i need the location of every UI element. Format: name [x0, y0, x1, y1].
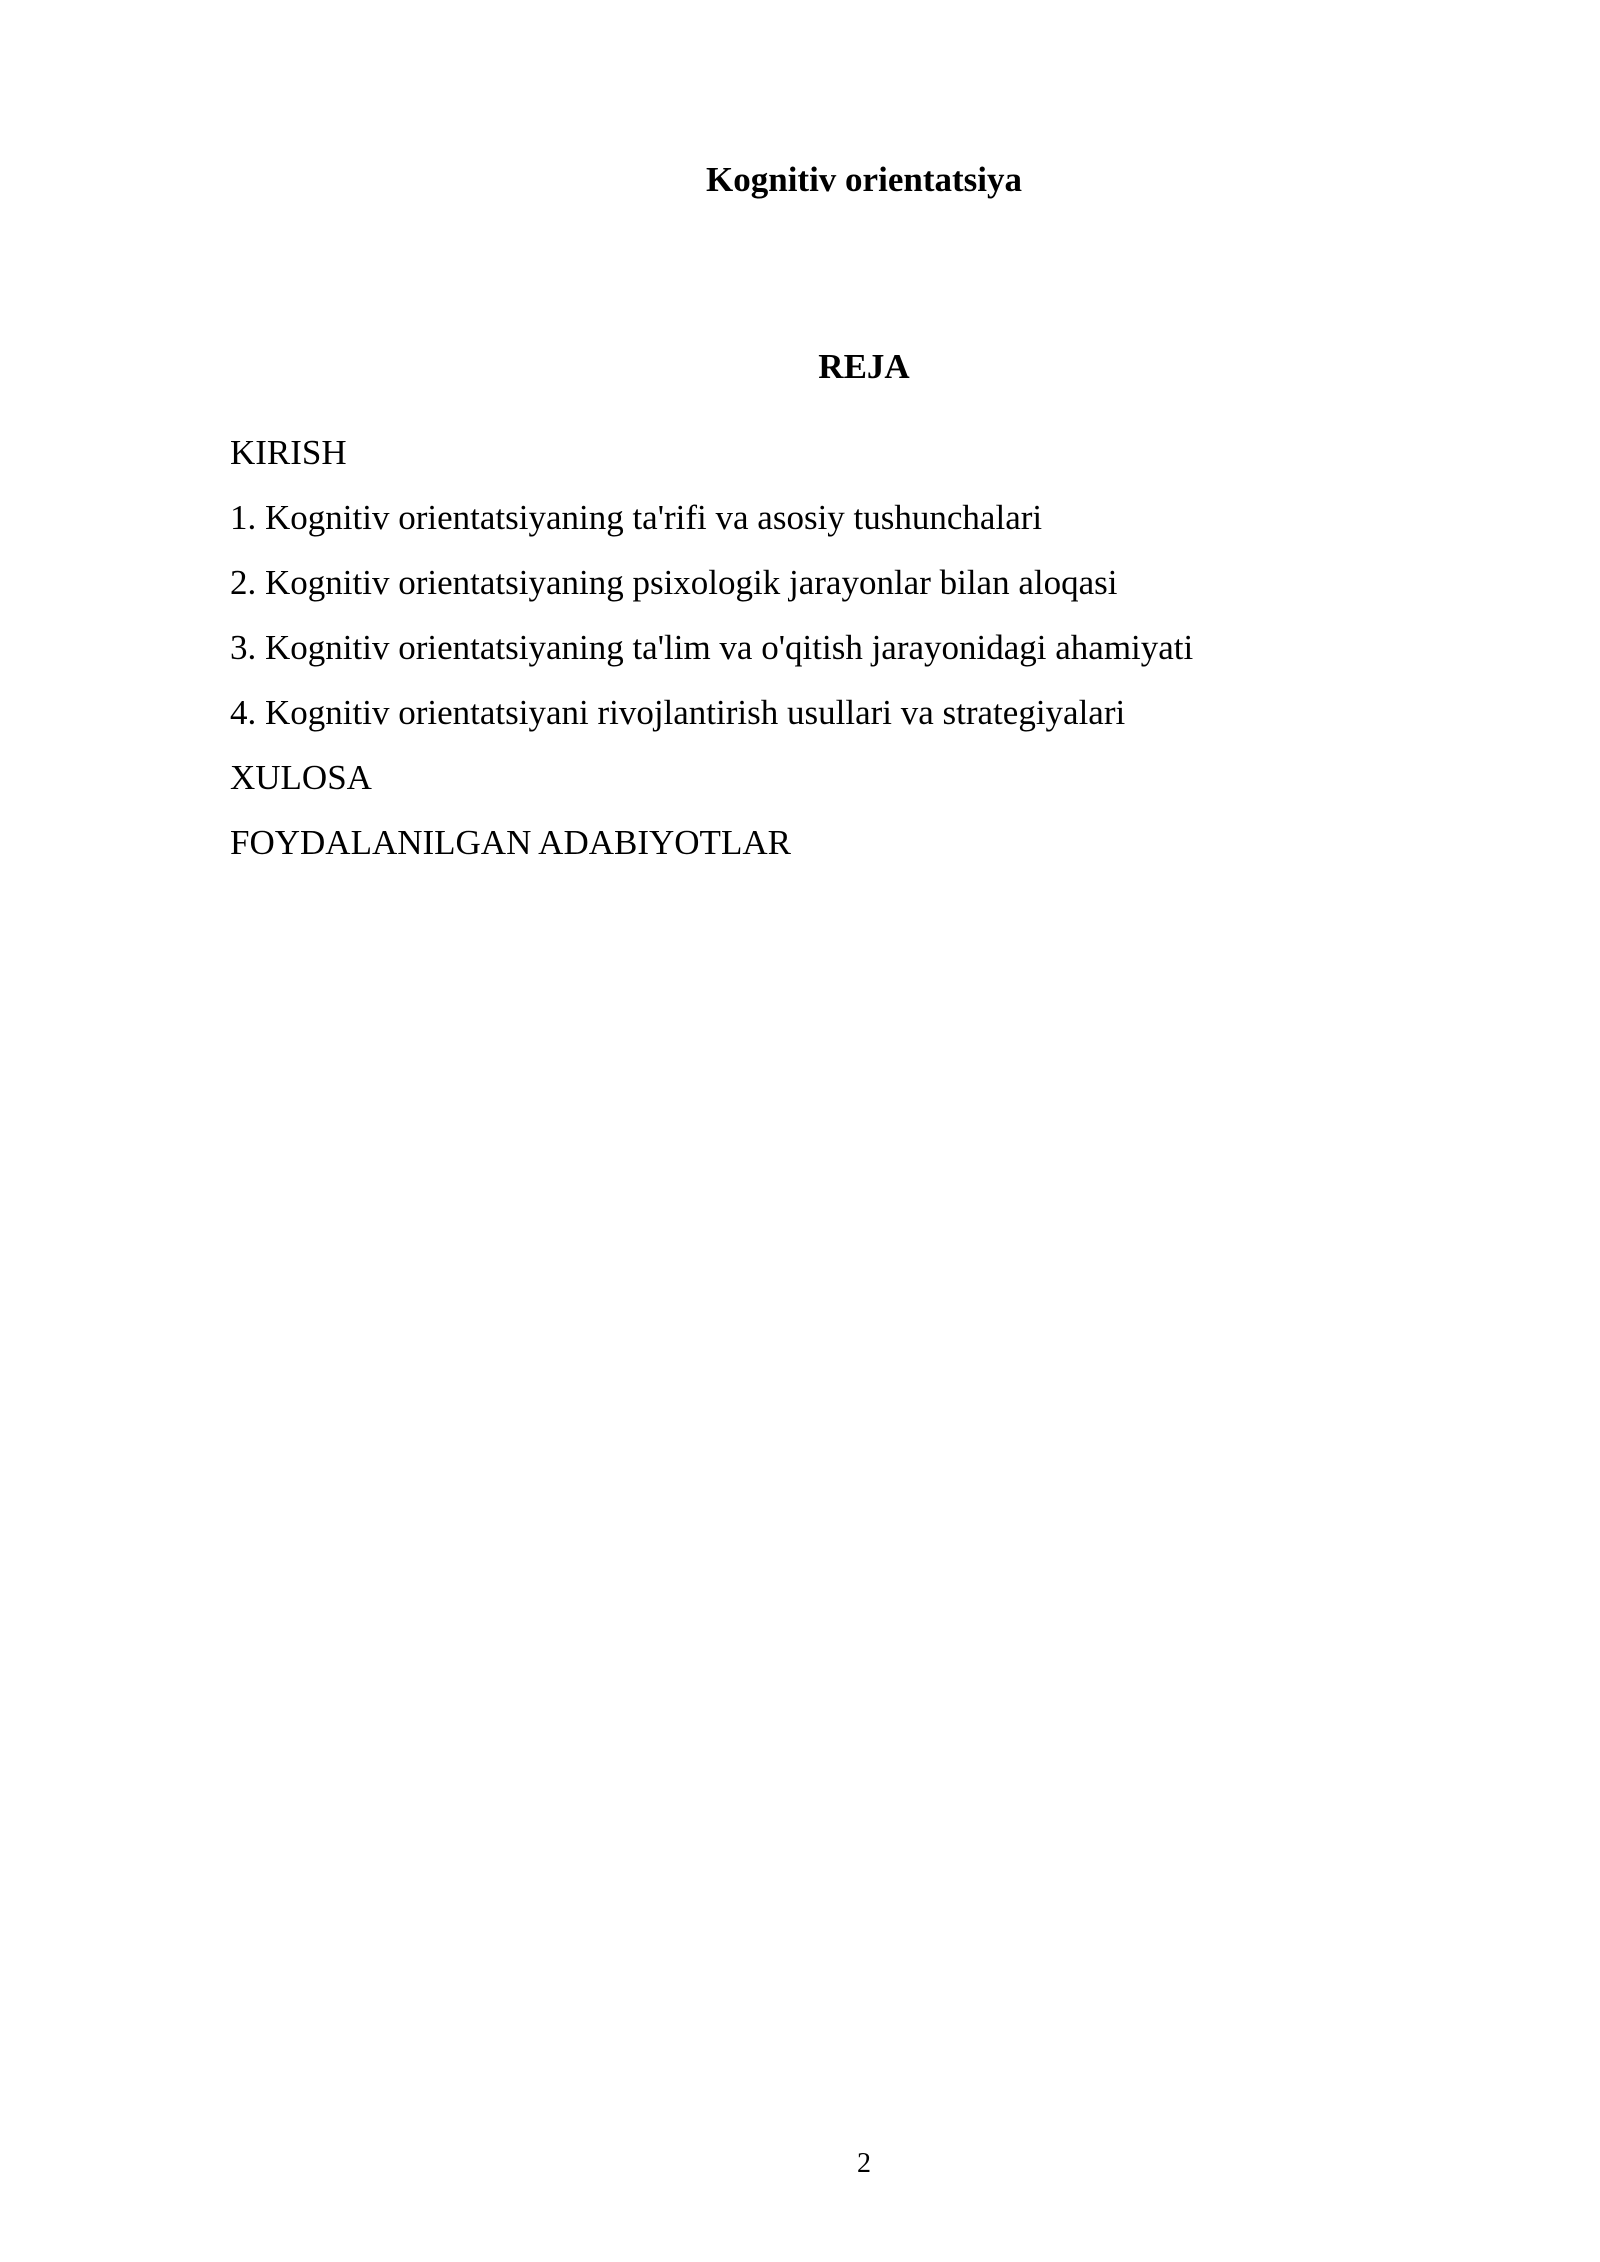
plan-item-introduction: KIRISH	[230, 433, 347, 472]
plan-heading: REJA	[818, 347, 910, 386]
plan-item-4: 4. Kognitiv orientatsiyani rivojlantirish usullari va strategiyalari	[230, 693, 1126, 732]
page-number: 2	[857, 2148, 871, 2179]
plan-item-2: 2. Kognitiv orientatsiyaning psixologik jarayonlar bilan aloqasi	[230, 563, 1118, 602]
plan-list	[230, 420, 1193, 875]
document-title: Kognitiv orientatsiya	[706, 160, 1022, 199]
plan-item-references: FOYDALANILGAN ADABIYOTLAR	[230, 823, 791, 862]
plan-item-conclusion: XULOSA	[230, 758, 372, 797]
plan-item-1: 1. Kognitiv orientatsiyaning ta'rifi va asosiy tushunchalari	[230, 498, 1043, 537]
plan-item-3: 3. Kognitiv orientatsiyaning ta'lim va o'qitish jarayonidagi ahamiyati	[230, 628, 1194, 667]
